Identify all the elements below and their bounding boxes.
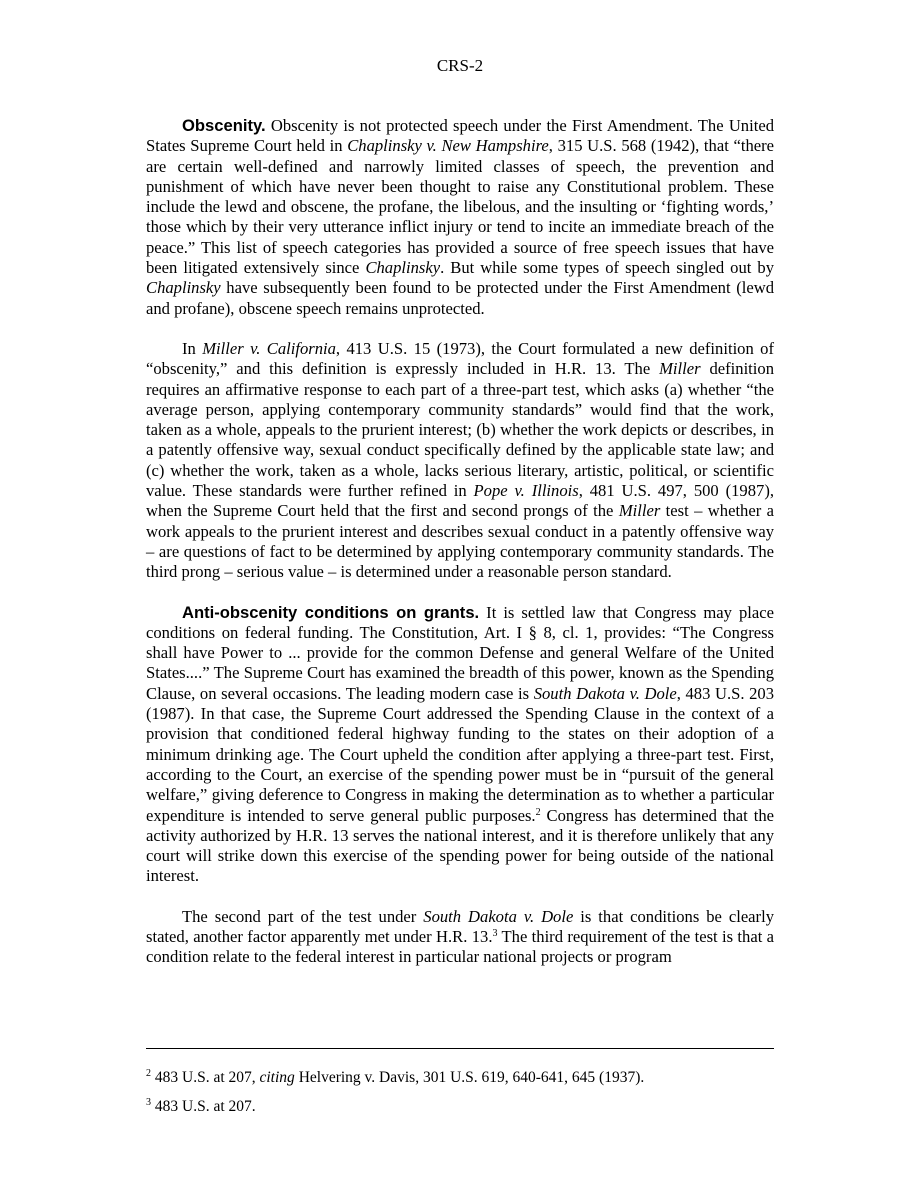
footnotes (146, 1068, 774, 1126)
case-name: South Dakota v. Dole (423, 906, 574, 926)
footnote-marker: 3 (146, 1097, 151, 1108)
paragraph-text: In (182, 338, 203, 358)
case-name: Chaplinsky v. New Hampshire (347, 136, 549, 156)
paragraph-text: definition requires an affirmative response to each part of a three-part test, which asks (a) whether “the average person, applying contemporary community standards” would find that the work, taken as a whole, appeals to the prurient interest; (b) whether the work depicts or describes, in a patently offensive way, sexual conduct specifically defined by the applicable state law; and (c) whether the work, taken as a whole, lacks serious literary, artistic, political, or scientific value. These standards were further refined in (146, 359, 774, 501)
case-name: Miller v. California (202, 338, 336, 358)
footnote-3 (146, 1097, 774, 1117)
paragraph-text: test – whether a work appeals to the prurient interest and describes sexual conduct in a patently offensive way – are questions of fact to be determined by applying contemporary community standards. The third prong – serious value – is determined under a reasonable person standard. (146, 501, 774, 582)
footnote-reference[interactable]: 2 (535, 806, 541, 818)
paragraph-text: Obscenity is not protected speech under the First Amendment. The United States Supreme Court held in (146, 116, 774, 156)
paragraph-text: have subsequently been found to be protected under the First Amendment (lewd and profane), obscene speech remains unprotected. (146, 278, 774, 318)
paragraph-anti-obscenity-conditions (146, 603, 774, 887)
body-text (146, 116, 774, 988)
footnote-2 (146, 1068, 774, 1088)
paragraph-second-part (146, 907, 774, 968)
footnote-divider (146, 1048, 774, 1049)
paragraph-text: , 481 U.S. 497, 500 (1987), when the Supreme Court held that the first and second prongs of the (146, 481, 774, 521)
paragraph-miller (146, 339, 774, 583)
paragraph-text: , 483 U.S. 203 (1987). In that case, the Supreme Court addressed the Spending Clause in the context of a provision that conditioned federal highway funding to the states on their adoption of a minimum drinking age. The Court upheld the condition after applying a three-part test. First, according to the Court, an exercise of the spending power must be in “pursuit of the general welfare,” giving deference to Congress in making the determination as to whether a particular expenditure is intended to serve general public purposes. (146, 683, 774, 825)
footnote-text: 483 U.S. at 207. (151, 1098, 256, 1115)
footnote-text: Helvering v. Davis, 301 U.S. 619, 640-641, 645 (1937). (294, 1069, 645, 1086)
paragraph-text: is that conditions be clearly stated, another factor apparently met under H.R. 13. (146, 906, 774, 946)
case-name: Pope v. Illinois (473, 481, 579, 501)
case-name: South Dakota v. Dole (533, 683, 677, 703)
paragraph-text: The second part of the test under (182, 906, 424, 926)
footnote-text: 483 U.S. at 207, (151, 1069, 260, 1086)
paragraph-obscenity (146, 116, 774, 319)
paragraph-text: . But while some types of speech singled out by (440, 258, 774, 278)
section-heading-anti-obscenity: Anti-obscenity conditions on grants. (182, 602, 480, 622)
section-heading-obscenity: Obscenity. (182, 116, 266, 135)
paragraph-text: It is settled law that Congress may place conditions on federal funding. The Constitution, Art. I § 8, cl. 1, provides: “The Congress shall have Power to ... provide for the common Defense and general Welfare of the United States....” The Supreme Court has examined the breadth of this power, known as the Spending Clause, on several occasions. The leading modern case is (146, 602, 774, 703)
case-name: Chaplinsky (146, 278, 221, 298)
footnote-signal: citing (259, 1069, 295, 1086)
page-number: CRS-2 (436, 56, 484, 75)
footnote-reference[interactable]: 3 (492, 927, 498, 939)
paragraph-text: Congress has determined that the activity authorized by H.R. 13 serves the national interest, and it is therefore unlikely that any court will strike down this exercise of the spending power for being outside of the national interest. (146, 805, 775, 886)
case-name: Chaplinsky (365, 258, 441, 278)
paragraph-text: , 315 U.S. 568 (1942), that “there are certain well-defined and narrowly limited classes of speech, the prevention and punishment of which have never been thought to raise any Constitutional problem. These include the lewd and obscene, the profane, the libelous, and the insulting or ‘fighting words,’ those which by their very utterance inflict injury or tend to incite an immediate breach of the peace.” This list of speech categories has provided a source of free speech issues that have been litigated extensively since (146, 136, 775, 278)
case-name: Miller (659, 359, 701, 379)
paragraph-text: , 413 U.S. 15 (1973), the Court formulated a new definition of “obscenity,” and this definition is expressly included in H.R. 13. The (146, 338, 774, 379)
paragraph-text: The third requirement of the test is that a condition relate to the federal interest in particular national projects or program (146, 926, 775, 967)
case-name: Miller (618, 501, 661, 521)
footnote-marker: 2 (146, 1068, 151, 1079)
